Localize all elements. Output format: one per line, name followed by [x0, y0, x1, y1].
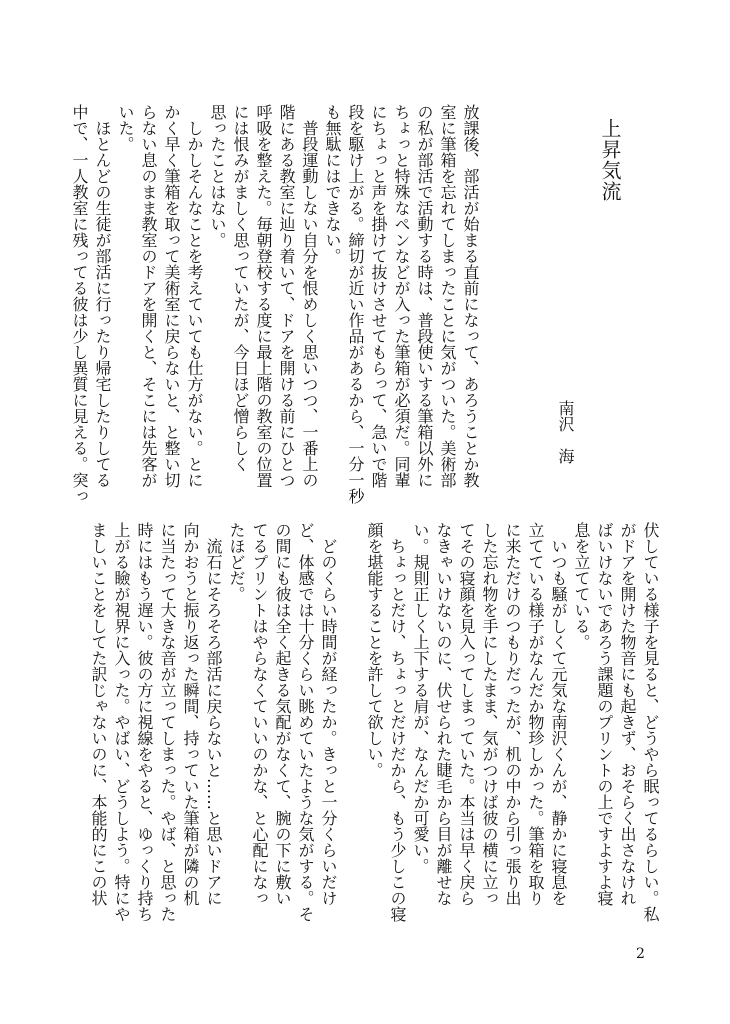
text-line: ちょっとだけ、ちょっとだけだから、もう少しこの寝 [388, 522, 407, 922]
text-line: 放課後、部活が始まる直前になって、あろうことか教 [461, 104, 480, 488]
text-line: 流石にそろそろ部活に戻らないと……と思いドアに [204, 522, 223, 906]
text-block-top [68, 104, 482, 514]
text-line: 息を立てている。 [572, 522, 591, 650]
story-title: 上昇気流 [598, 118, 622, 202]
text-line: には恨みがましく思っていたが、今日ほど憎らしく [231, 104, 250, 472]
text-line: ほとんどの生徒が部活に行ったり帰宅したりしてる [93, 104, 112, 488]
text-line: も無駄にはできない。 [323, 104, 342, 264]
text-line: の私が部活で活動する時は、普段使いする筆箱以外に [415, 104, 434, 488]
text-line: 顔を堪能することを許して欲しい。 [365, 522, 384, 778]
text-line: いた。 [116, 104, 135, 152]
text-line: に来ただけのつもりだったが、机の中から引っ張り出 [503, 522, 522, 906]
text-line: い。規則正しく上下する肩が、なんだか可愛い。 [411, 522, 430, 874]
page-number: 2 [636, 946, 645, 962]
text-line: した忘れ物を手にしたまま、気がつけば彼の横に立っ [480, 522, 499, 906]
text-line: ちょっと特殊なペンなどが入った筆箱が必須だ。同輩 [392, 104, 411, 488]
text-line: 上がる瞼が視界に入った。やばい、どうしよう。特にや [112, 522, 131, 922]
text-line: ばいけないであろう課題のプリントの上ですよすよ寝 [595, 522, 614, 906]
text-line: 伏している様子を見ると、どうやら眠ってるらしい。私 [641, 522, 660, 922]
text-line: 中で、一人教室に残ってる彼は少し異質に見える。突っ [70, 104, 89, 504]
text-line: たほどだ。 [227, 522, 246, 602]
text-line: 時にはもう遅い。彼の方に視線をやると、ゆっくり持ち [135, 522, 154, 922]
text-line: がドアを開けた物音にも起きず、おそらく出さなけれ [618, 522, 637, 906]
text-line [340, 522, 363, 942]
text-block-bottom [87, 522, 662, 942]
text-line: どのくらい時間が経ったか。きっと一分くらいだけ [319, 522, 338, 906]
text-line: てその寝顔を見入ってしまっていた。本当は早く戻ら [457, 522, 476, 906]
text-line: 階にある教室に辿り着いて、ドアを開ける前にひとつ [277, 104, 296, 488]
text-line: 室に筆箱を忘れてしまったことに気がついた。美術部 [438, 104, 457, 488]
text-line: てるプリントはやらなくていいのかな、と心配になっ [250, 522, 269, 906]
text-line: 呼吸を整えた。毎朝登校する度に最上階の教室の位置 [254, 104, 273, 488]
text-line: しかしそんなことを考えていても仕方がない。とに [185, 104, 204, 488]
text-line: 向かおうと振り返った瞬間、持っていた筆箱が隣の机 [181, 522, 200, 906]
text-line: らない息のまま教室のドアを開くと、そこには先客が [139, 104, 158, 488]
text-line: ましいことをしてた訳じゃないのに、本能的にこの状 [89, 522, 108, 906]
text-line: 普段運動しない自分を恨めしく思いつつ、一番上の [300, 104, 319, 488]
text-line: 立てている様子がなんだか物珍しかった。筆箱を取り [526, 522, 545, 906]
text-line: 思ったことはない。 [208, 104, 227, 248]
text-line: にちょっと声を掛けて抜けさせてもらって、急いで階 [369, 104, 388, 488]
text-line: なきゃいけないのに、伏せられた睫毛から目が離せな [434, 522, 453, 906]
text-line: 段を駆け上がる。締切が近い作品があるから、一分一秒 [346, 104, 365, 504]
text-line: の間にも彼は全く起きる気配がなくて、腕の下に敷い [273, 522, 292, 906]
text-line: に当たって大きな音が立ってしまった。やば、と思った [158, 522, 177, 922]
text-line: いつも騒がしくて元気な南沢くんが、静かに寝息を [549, 522, 568, 906]
author-name: 南沢 海 [556, 400, 575, 464]
text-line: ど、体感では十分くらい眺めていたような気がする。そ [296, 522, 315, 922]
text-line: かく早く筆箱を取って美術室に戻らないと、と整い切 [162, 104, 181, 488]
